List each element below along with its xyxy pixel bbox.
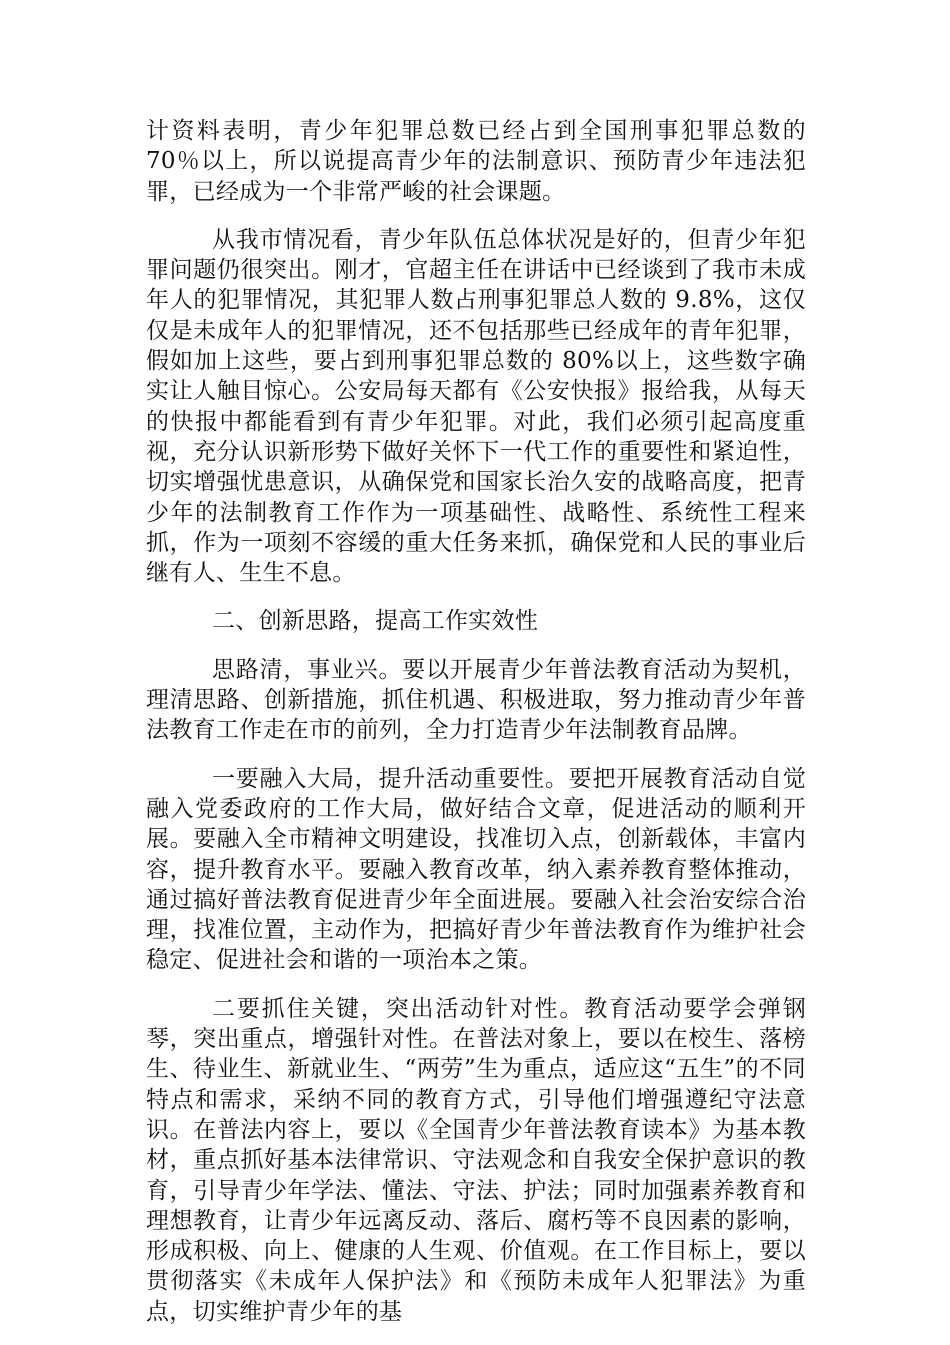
paragraph-grasp-key-points: 二要抓住关键，突出活动针对性。教育活动要学会弹钢琴，突出重点，增强针对性。在普法对象上，要以在校生、落榜生、待业生、新就业生、“两劳”生为重点，适应这“五生”的不同特点和需求，采纳不同的教育方式，引导他们增强遵纪守法意识。在普法内容上，要以《全国青少年普法教育读本》为基本教材，重点抓好基本法律常识、守法观念和自我安全保护意识的教育，引导青少年学法、懂法、守法、护法；同时加强素养教育和理想教育，让青少年远离反动、落后、腐朽等不良因素的影响，形成积极、向上、健康的人生观、价值观。在工作目标上，要以贯彻落实《未成年人保护法》和《预防未成年人犯罪法》为重点，切实维护青少年的基: [146, 995, 806, 1325]
document-body: [146, 116, 806, 1345]
paragraph-city-situation: 从我市情况看，青少年队伍总体状况是好的，但青少年犯罪问题仍很突出。刚才，官超主任在讲话中已经谈到了我市未成年人的犯罪情况，其犯罪人数占刑事犯罪总人数的 9.8%，这仅仅是未成年人的犯罪情况，还不包括那些已经成年的青年犯罪，假如加上这些，要占到刑事犯罪总数的 80%以上，这些数字确实让人触目惊心。公安局每天都有《公安快报》报给我，从每天的快报中都能看到有青少年犯罪。对此，我们必须引起高度重视，充分认识新形势下做好关怀下一代工作的重要性和紧迫性，切实增强忧患意识，从确保党和国家长治久安的战略高度，把青少年的法制教育工作作为一项基础性、战略性、系统性工程来抓，作为一项刻不容缓的重大任务来抓，确保党和人民的事业后继有人、生生不息。: [146, 226, 806, 587]
paragraph-integrate-overall: 一要融入大局，提升活动重要性。要把开展教育活动自觉融入党委政府的工作大局，做好结合文章，促进活动的顺利开展。要融入全市精神文明建设，找准切入点，创新载体，丰富内容，提升教育水平。要融入教育改革，纳入素养教育整体推动，通过搞好普法教育促进青少年全面进展。要融入社会治安综合治理，找准位置，主动作为，把搞好青少年普法教育作为维护社会稳定、促进社会和谐的一项治本之策。: [146, 765, 806, 974]
paragraph-clear-thinking: 思路清，事业兴。要以开展青少年普法教育活动为契机，理清思路、创新措施，抓住机遇、积极进取，努力推动青少年普法教育工作走在市的前列，全力打造青少年法制教育品牌。: [146, 656, 806, 744]
section-heading-innovate-thinking: 二、创新思路，提高工作实效性: [212, 608, 539, 635]
paragraph-continued-statistics: 计资料表明，青少年犯罪总数已经占到全国刑事犯罪总数的 70％以上，所以说提高青少年的法制意识、预防青少年违法犯罪，已经成为一个非常严峻的社会课题。: [146, 118, 806, 205]
